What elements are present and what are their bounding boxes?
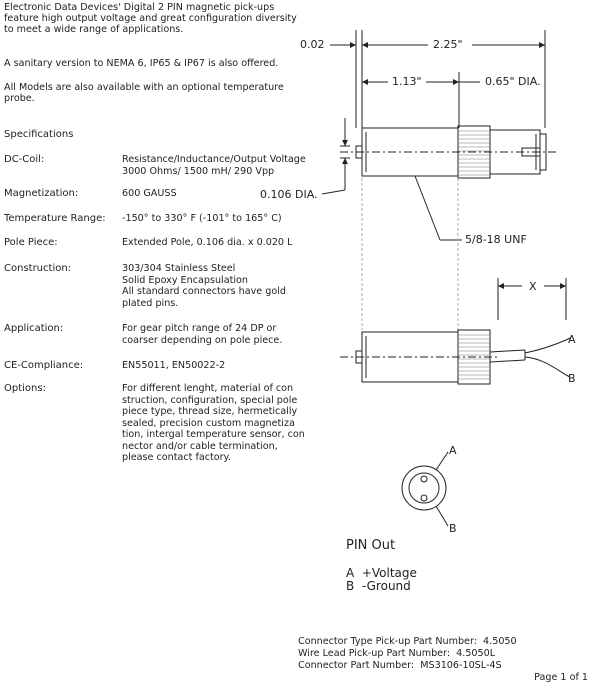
spec-label-magnetization: Magnetization:: [4, 188, 79, 199]
cable-jacket: [490, 350, 525, 352]
cable-jacket: [490, 360, 525, 362]
dim-1-13-label: 1.13": [392, 75, 422, 88]
spec-label-pole-piece: Pole Piece:: [4, 237, 58, 248]
wire-a-label: A: [568, 333, 576, 346]
connector-pin-b-label: B: [449, 522, 457, 535]
spec-value-magnetization: 600 GAUSS: [122, 188, 177, 199]
arrowhead: [453, 79, 459, 85]
spec-value-dc-coil: Resistance/Inductance/Output Voltage 3000 Ohms/ 1500 mH/ 290 Vpp: [122, 154, 306, 177]
spec-label-construction: Construction:: [4, 263, 72, 274]
spec-value-ce-compliance: EN55011, EN50022-2: [122, 360, 226, 371]
spec-label-dc-coil: DC-Coil:: [4, 154, 45, 165]
arrowhead: [362, 42, 368, 48]
dim-0-02-label: 0.02: [300, 38, 325, 51]
spec-value-options: For different lenght, material of con struction, configuration, special pole piece type, thread size, hermetically sealed, precision custom magnetiza tion, intergal temperature sensor, con nector and/or cable termination, please contact factory.: [122, 383, 305, 463]
pin-out-a: A +Voltage: [346, 566, 417, 580]
arrowhead: [560, 283, 566, 289]
spec-value-construction: 303/304 Stainless Steel Solid Epoxy Encapsulation All standard connectors have gold plated pins.: [122, 263, 286, 309]
dim-x-label: X: [529, 280, 537, 293]
wire-a: [525, 340, 566, 353]
spec-label-application: Application:: [4, 323, 64, 334]
page-indicator: Page 1 of 1: [534, 672, 588, 683]
specifications-heading: Specifications: [4, 129, 74, 140]
spec-value-pole-piece: Extended Pole, 0.106 dia. x 0.020 L: [122, 237, 293, 248]
arrowhead: [539, 42, 545, 48]
spec-value-application: For gear pitch range of 24 DP or coarser depending on pole piece.: [122, 323, 283, 346]
intro-paragraph-1: Electronic Data Devices' Digital 2 PIN magnetic pick-ups feature high output voltage and great configuration diversity to meet a wide range of applications.: [4, 2, 297, 35]
wire-b: [525, 357, 566, 375]
dim-2-25-label: 2.25": [433, 38, 463, 51]
spec-label-ce-compliance: CE-Compliance:: [4, 360, 84, 371]
arrowhead: [362, 79, 368, 85]
dim-0-106-leader: [322, 190, 345, 194]
pin-a-leader: [436, 452, 448, 470]
part-number-connector: Connector Part Number: MS3106-10SL-4S: [298, 660, 502, 671]
arrowhead: [498, 283, 504, 289]
pin-a: [421, 476, 427, 482]
dim-0-106-label: 0.106 DIA.: [260, 188, 318, 201]
pin-out-b: B -Ground: [346, 579, 411, 593]
intro-paragraph-3: All Models are also available with an optional temperature probe.: [4, 82, 284, 104]
part-number-wire-lead: Wire Lead Pick-up Part Number: 4.5050L: [298, 648, 496, 659]
wire-b-label: B: [568, 372, 576, 385]
arrowhead: [350, 42, 356, 48]
arrowhead: [342, 158, 348, 164]
spec-value-temperature-range: -150° to 330° F (-101° to 165° C): [122, 213, 282, 224]
part-number-connector-type: Connector Type Pick-up Part Number: 4.5050: [298, 636, 517, 647]
intro-paragraph-2: A sanitary version to NEMA 6, IP65 & IP67 is also offered.: [4, 58, 279, 69]
pin-b-leader: [436, 506, 448, 526]
arrowhead: [342, 140, 348, 146]
connector-insert: [409, 473, 439, 503]
spec-label-options: Options:: [4, 383, 46, 394]
spec-label-temperature-range: Temperature Range:: [4, 213, 106, 224]
pin-b: [421, 495, 427, 501]
pin-out-title: PIN Out: [346, 538, 396, 553]
thread-label: 5/8-18 UNF: [465, 233, 527, 246]
thread-leader: [415, 176, 440, 240]
dim-0-65-label: 0.65" DIA.: [485, 75, 541, 88]
connector-pin-a-label: A: [449, 444, 457, 457]
